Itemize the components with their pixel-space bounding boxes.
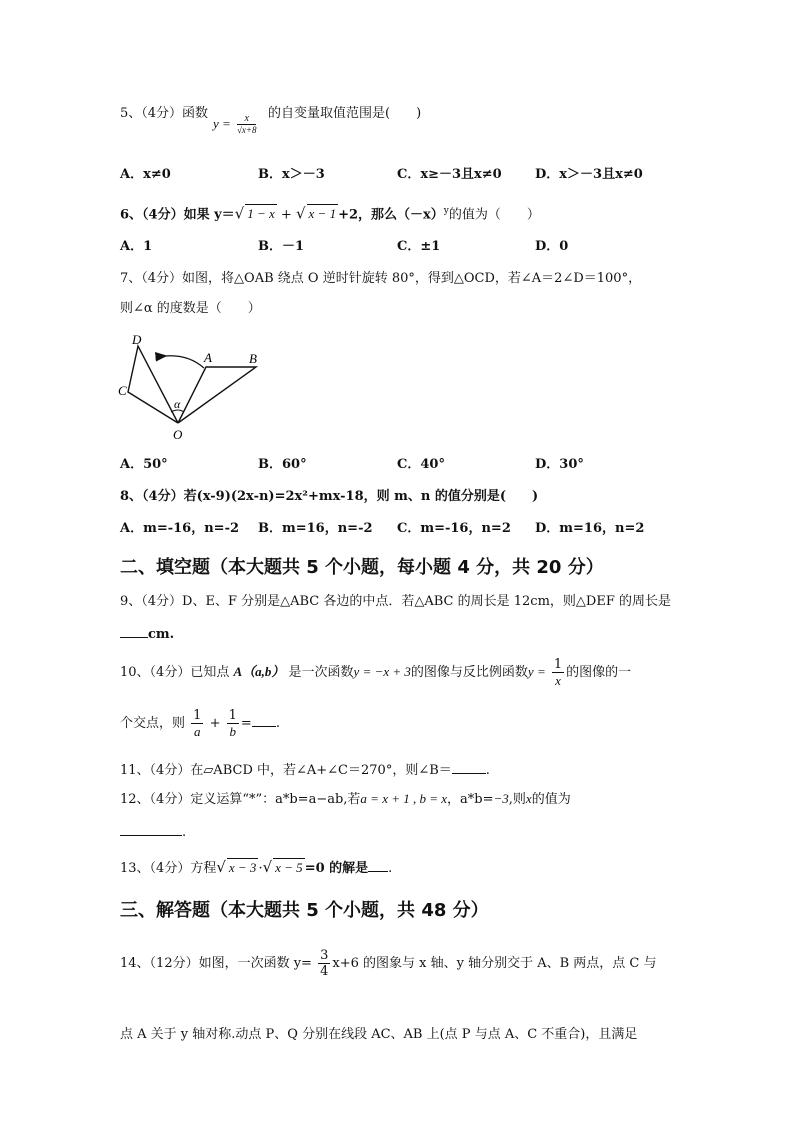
q8-option-b: B．m=16，n=-2 [258,521,373,536]
q5-stem-end: 的自变量取值范围是( ) [268,106,422,121]
q5-formula: y = $\frac{x}{√x+8}$ [213,113,257,135]
q10-stem-line1: 10、（4分）已知点 A（a,b） 是一次函数y = −x + 3的图像与反比例函数y = $\frac{1}{x}$ 的图像的一 [120,657,632,688]
q13-answer-blank[interactable] [368,858,388,872]
triangle-ocd [128,346,178,423]
q10-answer-blank[interactable] [252,713,276,727]
q5-stem-text: 5、（4分）函数 [120,106,209,121]
triangle-oab [178,367,256,423]
q9-stem-line1: 9、（4分）D、E、F 分别是△ABC 各边的中点．若△ABC 的周长是 12cm，则△DEF 的周长是 [120,594,671,609]
q7-option-d: D．30° [535,457,584,472]
rotation-arrow [165,356,204,368]
q12-stem-line1: 12、（4分）定义运算“*”：a*b=a−ab,若a = x + 1 , b = x，a*b=−3,则x的值为 [120,791,571,807]
q14-stem-line2: 点 A 关于 y 轴对称.动点 P、Q 分别在线段 AC、AB 上(点 P 与点 A、C 不重合)，且满足 [120,1027,638,1042]
q12-answer-blank[interactable] [120,822,182,836]
q7-stem-line1: 7、（4分）如图，将△OAB 绕点 O 逆时针旋转 80°，得到△OCD，若∠A＝2∠D＝100°， [120,271,642,286]
q6-option-c: C．±1 [397,239,441,254]
q10-stem-line2: 个交点，则 $\frac{1}{a}$ + $\frac{1}{b}$ = . [120,708,280,739]
q6-option-d: D．0 [535,239,569,254]
q13-stem: 13、（4分）方程√ x − 3 ·√ x − 5 =0 的解是 . [120,858,393,876]
q13-radical-2: x − 5 [275,860,303,875]
section-2-heading: 二、填空题（本大题共 5 个小题，每小题 4 分，共 20 分） [120,557,604,578]
q11-answer-blank[interactable] [452,760,486,774]
q6-radical-2: x − 1 [308,206,337,222]
q10-fraction-1-over-b: $\frac{1}{b}$ [228,708,237,739]
q14-fraction-3-over-4: $\frac{3}{4}$ [320,948,329,979]
q7-option-b: B．60° [258,457,307,472]
q6-option-b: B．－1 [258,239,305,254]
q8-stem: 8、（4分）若(x-9)(2x-n)=2x²+mx-18，则 m、n 的值分别是( ) [120,489,539,504]
q7-rotation-figure [110,328,280,446]
q14-stem-line1: 14、（12分）如图，一次函数 y= $\frac{3}{4}$ x+6 的图象与 x 轴、y 轴分别交于 A、B 两点，点 C 与 [120,948,657,979]
q5-option-b: B．x＞－3 [258,167,325,182]
q7-option-c: C．40° [397,457,445,472]
q10-fraction-1-over-x: $\frac{1}{x}$ [553,657,563,688]
q9-answer-blank[interactable] [120,624,148,638]
q8-option-c: C．m=-16，n=2 [397,521,511,536]
q10-fraction-1-over-a: $\frac{1}{a}$ [193,708,202,739]
q6-radical-1: 1 − x [247,206,275,222]
label-b: B [249,351,257,366]
q8-option-a: A．m=-16，n=-2 [120,521,240,536]
q7-option-a: A．50° [120,457,168,472]
q5-option-c: C．x≥－3且x≠0 [397,167,502,182]
q7-stem-line2: 则∠α 的度数是（ ） [120,301,261,316]
q9-stem-line2: cm. [120,624,174,644]
q6-option-a: A．1 [120,239,153,254]
q5-option-d: D．x＞－3且x≠0 [535,167,643,182]
q5-fraction: $\frac{x}{√x+8}$ [236,113,257,135]
label-alpha: α [174,397,181,411]
q8-option-d: D．m=16，n=2 [535,521,645,536]
label-a: A [204,350,212,365]
q5-stem [120,105,208,123]
label-c: C [118,383,127,398]
label-d: D [132,332,142,347]
q6-stem: 6、（4分）如果 y＝√ 1 − x + √ x − 1 +2，那么$(-x)^y$的值为（ ） [120,204,540,223]
q13-radical-1: x − 3 [228,860,257,875]
q12-stem-line2: . [120,822,186,842]
q11-stem: 11、（4分）在▱ABCD 中，若∠A+∠C＝270°，则∠B＝ . [120,760,490,780]
q5-option-a: A．x≠0 [120,167,171,182]
label-o: O [173,427,183,442]
section-3-heading: 三、解答题（本大题共 5 个小题，共 48 分） [120,900,489,921]
